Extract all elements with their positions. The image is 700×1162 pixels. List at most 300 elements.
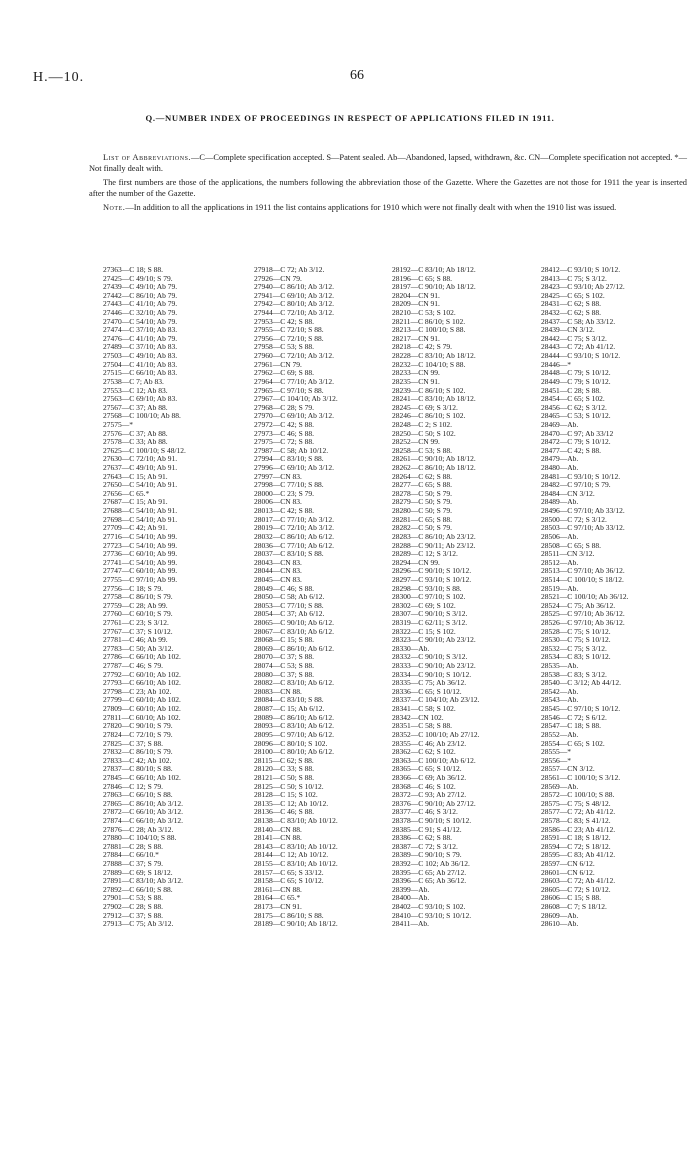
index-entry: 27926—CN 79. bbox=[254, 274, 302, 283]
index-entry: 28322—C 15; S 102. bbox=[392, 627, 456, 636]
section-title: Q.—NUMBER INDEX OF PROCEEDINGS IN RESPECT OF APPLICATIONS FILED IN 1911. bbox=[145, 113, 555, 123]
index-entry: 28511—CN 3/12. bbox=[541, 550, 595, 559]
index-entry: 27901—C 53; S 88. bbox=[103, 894, 164, 903]
index-entry: 28556—* bbox=[541, 756, 571, 765]
index-entry: 27515—C 66/10; Ab 83. bbox=[103, 369, 178, 378]
index-entry: 28100—C 80/10; Ab 6/12. bbox=[254, 748, 335, 757]
index-entry: 28506—Ab. bbox=[541, 532, 579, 541]
index-entry: 27489—C 37/10; Ab 83. bbox=[103, 343, 178, 352]
index-entry: 27504—C 41/10; Ab 83. bbox=[103, 360, 178, 369]
index-entry: 28542—Ab. bbox=[541, 687, 579, 696]
index-entry: 27781—C 46; Ab 99. bbox=[103, 636, 168, 645]
index-entry: 27446—C 32/10; Ab 79. bbox=[103, 309, 178, 318]
index-entry: 28605—C 72; S 10/12. bbox=[541, 885, 611, 894]
index-entry: 27563—C 69/10; Ab 83. bbox=[103, 395, 178, 404]
index-entry: 28400—Ab. bbox=[392, 894, 430, 903]
index-entry: 28601—CN 6/12. bbox=[541, 868, 595, 877]
index-entry: 27716—C 54/10; Ab 99. bbox=[103, 532, 178, 541]
note-paragraph bbox=[89, 202, 687, 213]
index-entry: 28264—C 62; S 88. bbox=[392, 472, 453, 481]
index-entry: 28067—C 83/10; Ab 6/12. bbox=[254, 627, 335, 636]
index-entry: 28595—C 83; Ab 41/12. bbox=[541, 851, 616, 860]
index-entry: 28368—C 46; S 102. bbox=[392, 782, 456, 791]
index-entry: 28545—C 97/10; S 10/12. bbox=[541, 705, 621, 714]
index-entry: 27625—C 100/10; S 48/12. bbox=[103, 446, 186, 455]
index-entry: 27820—C 90/10; S 79. bbox=[103, 722, 173, 731]
index-entry: 28363—C 100/10; Ab 6/12. bbox=[392, 756, 476, 765]
index-entry: 28355—C 46; Ab 23/12. bbox=[392, 739, 467, 748]
index-entry: 28610—Ab. bbox=[541, 920, 579, 929]
index-entry: 27832—C 86/10; S 79. bbox=[103, 748, 173, 757]
index-entry: 27741—C 54/10; Ab 99. bbox=[103, 558, 178, 567]
index-entry: 28578—C 83; S 41/12. bbox=[541, 817, 611, 825]
index-entry: 28095—C 97/10; Ab 6/12. bbox=[254, 730, 335, 739]
index-entry: 27833—C 42; Ab 102. bbox=[103, 756, 172, 765]
index-entry: 28297—C 93/10; S 10/12. bbox=[392, 575, 472, 584]
index-entry: 28538—C 83; S 3/12. bbox=[541, 670, 607, 679]
index-entry: 28513—C 97/10; Ab 36/12. bbox=[541, 567, 625, 576]
index-entry: 28140—CN 88. bbox=[254, 825, 302, 834]
index-entry: 27918—C 72; Ab 3/12. bbox=[254, 266, 325, 274]
index-entry: 27865—C 86/10; Ab 3/12. bbox=[103, 799, 184, 808]
index-entry: 28437—C 58; Ab 33/12. bbox=[541, 317, 616, 326]
index-entry: 28307—C 90/10; S 3/12. bbox=[392, 610, 468, 619]
index-entry: 27538—C 7; Ab 83. bbox=[103, 377, 164, 386]
index-entry: 28606—C 15; S 88. bbox=[541, 894, 602, 903]
index-entry: 28546—C 72; S 6/12. bbox=[541, 713, 607, 722]
index-entry: 27656—C 65.* bbox=[103, 489, 150, 498]
index-entry: 28479—Ab. bbox=[541, 455, 579, 464]
index-entry: 27476—C 41/10; Ab 79. bbox=[103, 334, 178, 343]
index-entry: 28196—C 65; S 88. bbox=[392, 274, 453, 283]
index-entry: 28213—C 100/10; S 88. bbox=[392, 326, 466, 335]
index-entry: 27643—C 15; Ab 91. bbox=[103, 472, 168, 481]
index-entry: 28561—C 100/10; S 3/12. bbox=[541, 773, 621, 782]
index-entry: 27650—C 54/10; Ab 91. bbox=[103, 481, 178, 490]
index-entry: 27881—C 28; S 88. bbox=[103, 842, 164, 851]
index-entry: 28080—C 37; S 88. bbox=[254, 670, 315, 679]
index-entry: 27962—C 69; S 88. bbox=[254, 369, 315, 378]
index-entry: 28246—C 86/10; S 102. bbox=[392, 412, 466, 421]
index-entry: 27892—C 66/10; S 88. bbox=[103, 885, 173, 894]
index-entry: 28524—C 75; Ab 36/12. bbox=[541, 601, 616, 610]
index-entry: 28342—CN 102. bbox=[392, 713, 444, 722]
index-entry: 28278—C 50; S 79. bbox=[392, 489, 453, 498]
index-entry: 28277—C 65; S 88. bbox=[392, 481, 453, 490]
index-entry: 27880—C 104/10; S 88. bbox=[103, 834, 177, 843]
index-entry: 28352—C 100/10; Ab 27/12. bbox=[392, 730, 480, 739]
index-entry: 28070—C 37; S 88. bbox=[254, 653, 315, 662]
index-entry: 28530—C 75; S 10/12. bbox=[541, 636, 611, 645]
index-entry: 28144—C 12; Ab 10/12. bbox=[254, 851, 329, 860]
index-entry: 27965—C 97/10; S 88. bbox=[254, 386, 324, 395]
index-entry: 27944—C 72/10; Ab 3/12. bbox=[254, 309, 335, 318]
index-entry: 28125—C 50; S 10/12. bbox=[254, 782, 324, 791]
index-entry: 28484—CN 3/12. bbox=[541, 489, 595, 498]
index-entry: 28283—C 86/10; Ab 23/12. bbox=[392, 532, 476, 541]
index-entry: 28591—C 18; S 18/12. bbox=[541, 834, 611, 843]
index-entry: 28554—C 65; S 102. bbox=[541, 739, 605, 748]
index-entry: 27688—C 54/10; Ab 91. bbox=[103, 507, 178, 516]
index-entry: 28054—C 37; Ab 6/12. bbox=[254, 610, 325, 619]
index-entry: 27964—C 77/10; Ab 3/12. bbox=[254, 377, 335, 386]
index-entry: 27961—CN 79. bbox=[254, 360, 302, 369]
index-entry: 28575—C 75; S 48/12. bbox=[541, 799, 611, 808]
index-entry: 27811—C 60/10; Ab 102. bbox=[103, 713, 181, 722]
index-entry: 28319—C 62/11; S 3/12. bbox=[392, 618, 468, 627]
index-entry: 28472—C 79; S 10/12. bbox=[541, 438, 611, 447]
index-entry: 28298—C 93/10; S 88. bbox=[392, 584, 462, 593]
index-entry: 27760—C 60/10; S 79. bbox=[103, 610, 173, 619]
index-entry: 27755—C 97/10; Ab 99. bbox=[103, 575, 178, 584]
index-entry: 28037—C 83/10; S 88. bbox=[254, 550, 324, 559]
index-entry: 28084—C 83/10; S 88. bbox=[254, 696, 324, 705]
index-entry: 28115—C 62; S 88. bbox=[254, 756, 314, 765]
note-text: —In addition to all the applications in 1911 the list contains applications for 1910 which were not finally dealt with when the 1910 list was issued. bbox=[125, 203, 617, 212]
index-entry: 28376—C 90/10; Ab 27/12. bbox=[392, 799, 476, 808]
index-entry: 27567—C 37; Ab 88. bbox=[103, 403, 168, 412]
index-entry: 28281—C 65; S 88. bbox=[392, 515, 453, 524]
index-entry: 28232—C 104/10; S 88. bbox=[392, 360, 466, 369]
index-entry: 28586—C 23; Ab 41/12. bbox=[541, 825, 616, 834]
index-entry: 28411—Ab. bbox=[392, 920, 430, 929]
index-entry: 28017—C 77/10; Ab 3/12. bbox=[254, 515, 335, 524]
index-entry: 27953—C 42; S 88. bbox=[254, 317, 315, 326]
index-entry: 28006—CN 83. bbox=[254, 498, 302, 507]
index-entry: 27987—C 58; Ab 10/12. bbox=[254, 446, 329, 455]
index-entry: 28248—C 2; S 102. bbox=[392, 420, 453, 429]
index-entry: 27891—C 83/10; Ab 3/12. bbox=[103, 877, 184, 886]
index-entry: 28528—C 75; S 10/12. bbox=[541, 627, 611, 636]
index-column-2 bbox=[254, 266, 414, 929]
index-entry: 28239—C 86/10; S 102. bbox=[392, 386, 466, 395]
index-entry: 28053—C 77/10; S 88. bbox=[254, 601, 324, 610]
index-entry: 28289—C 12; S 3/12. bbox=[392, 550, 458, 559]
index-entry: 28252—CN 99. bbox=[392, 438, 440, 447]
index-entry: 27637—C 49/10; Ab 91. bbox=[103, 464, 178, 473]
index-entry: 28532—C 75; S 3/12. bbox=[541, 644, 607, 653]
index-entry: 27578—C 33; Ab 88. bbox=[103, 438, 168, 447]
index-entry: 28161—CN 88. bbox=[254, 885, 302, 894]
index-entry: 28609—Ab. bbox=[541, 911, 579, 920]
index-entry: 27940—C 86/10; Ab 3/12. bbox=[254, 283, 335, 292]
index-entry: 27942—C 80/10; Ab 3/12. bbox=[254, 300, 335, 309]
index-entry: 28045—CN 83. bbox=[254, 575, 302, 584]
index-entry: 27960—C 72/10; Ab 3/12. bbox=[254, 352, 335, 361]
index-entry: 28395—C 65; Ab 27/12. bbox=[392, 868, 467, 877]
index-entry: 27997—CN 83. bbox=[254, 472, 302, 481]
index-entry: 27787—C 46; S 79. bbox=[103, 662, 164, 671]
index-entry: 27503—C 49/10; Ab 83. bbox=[103, 352, 178, 361]
index-entry: 28282—C 50; S 79. bbox=[392, 524, 453, 533]
index-entry: 28465—C 53; S 10/12. bbox=[541, 412, 611, 421]
index-entry: 28392—C 102; Ab 36/12. bbox=[392, 860, 470, 869]
index-entry: 27968—C 28; S 79. bbox=[254, 403, 315, 412]
index-entry: 27767—C 37; S 10/12. bbox=[103, 627, 173, 636]
index-entry: 27973—C 46; S 88. bbox=[254, 429, 315, 438]
index-entry: 28521—C 100/10; Ab 36/12. bbox=[541, 593, 629, 602]
index-entry: 28337—C 104/10; Ab 23/12. bbox=[392, 696, 480, 705]
index-entry: 27474—C 37/10; Ab 83. bbox=[103, 326, 178, 335]
index-entry: 28121—C 50; S 88. bbox=[254, 773, 315, 782]
index-entry: 28446—* bbox=[541, 360, 571, 369]
index-entry: 28543—Ab. bbox=[541, 696, 579, 705]
index-entry: 27443—C 41/10; Ab 79. bbox=[103, 300, 178, 309]
index-entry: 28603—C 72; Ab 41/12. bbox=[541, 877, 616, 886]
index-entry: 28210—C 53; S 102. bbox=[392, 309, 456, 318]
index-entry: 27439—C 49/10; Ab 79. bbox=[103, 283, 178, 292]
index-entry: 28480—Ab. bbox=[541, 464, 579, 473]
index-entry: 27996—C 69/10; Ab 3/12. bbox=[254, 464, 335, 473]
index-entry: 27747—C 60/10; Ab 99. bbox=[103, 567, 178, 576]
index-entry: 28443—C 72; Ab 41/12. bbox=[541, 343, 616, 352]
index-entry: 28294—CN 99. bbox=[392, 558, 440, 567]
index-entry: 28378—C 90/10; S 10/12. bbox=[392, 817, 472, 825]
index-entry: 28288—C 90/11; Ab 23/12. bbox=[392, 541, 476, 550]
index-entry: 28482—C 97/10; S 79. bbox=[541, 481, 611, 490]
index-entry: 28083—CN 88. bbox=[254, 687, 302, 696]
index-entry: 28514—C 100/10; S 18/12. bbox=[541, 575, 624, 584]
index-entry: 27874—C 66/10; Ab 3/12. bbox=[103, 817, 184, 825]
index-entry: 28330—Ab. bbox=[392, 644, 430, 653]
index-entry: 27975—C 72; S 88. bbox=[254, 438, 315, 447]
index-entry: 28508—C 65; S 88. bbox=[541, 541, 602, 550]
page-id: H.—10. bbox=[33, 70, 85, 85]
index-entry: 28512—Ab. bbox=[541, 558, 579, 567]
index-entry: 28333—C 90/10; Ab 23/12. bbox=[392, 662, 476, 671]
index-entry: 28503—C 97/10; Ab 33/12. bbox=[541, 524, 625, 533]
index-entry: 28469—Ab. bbox=[541, 420, 579, 429]
index-entry: 28413—C 75; S 3/12. bbox=[541, 274, 607, 283]
index-entry: 28525—C 97/10; Ab 36/12. bbox=[541, 610, 625, 619]
index-entry: 27553—C 12; Ab 83. bbox=[103, 386, 168, 395]
index-entry: 27972—C 42; S 88. bbox=[254, 420, 315, 429]
index-entry: 27967—C 104/10; Ab 3/12. bbox=[254, 395, 338, 404]
index-entry: 27575—* bbox=[103, 420, 133, 429]
index-entry: 28351—C 58; S 88. bbox=[392, 722, 453, 731]
index-entry: 27956—C 72/10; S 88. bbox=[254, 334, 324, 343]
index-entry: 28432—C 62; S 88. bbox=[541, 309, 602, 318]
index-entry: 27888—C 37; S 79. bbox=[103, 860, 164, 869]
index-entry: 28164—C 65.* bbox=[254, 894, 301, 903]
index-entry: 27876—C 28; Ab 3/12. bbox=[103, 825, 174, 834]
index-entry: 28262—C 86/10; Ab 18/12. bbox=[392, 464, 476, 473]
index-entry: 28250—C 50; S 102. bbox=[392, 429, 456, 438]
index-entry: 27912—C 37; S 88. bbox=[103, 911, 164, 920]
index-entry: 27759—C 28; Ab 99. bbox=[103, 601, 168, 610]
index-entry: 28074—C 53; S 88. bbox=[254, 662, 315, 671]
index-entry: 28217—CN 91. bbox=[392, 334, 440, 343]
index-entry: 28423—C 93/10; Ab 27/12. bbox=[541, 283, 625, 292]
index-entry: 28019—C 72/10; Ab 3/12. bbox=[254, 524, 335, 533]
index-entry: 28557—CN 3/12. bbox=[541, 765, 595, 774]
index-entry: 28366—C 69; Ab 36/12. bbox=[392, 773, 467, 782]
index-entry: 28013—C 42; S 88. bbox=[254, 507, 315, 516]
index-entry: 28245—C 69; S 3/12. bbox=[392, 403, 458, 412]
index-entry: 28496—C 97/10; Ab 33/12. bbox=[541, 507, 625, 516]
index-entry: 27425—C 49/10; S 79. bbox=[103, 274, 173, 283]
index-entry: 28552—Ab. bbox=[541, 730, 579, 739]
index-entry: 28082—C 83/10; Ab 6/12. bbox=[254, 679, 335, 688]
index-entry: 28334—C 90/10; S 10/12. bbox=[392, 670, 472, 679]
index-entry: 27958—C 53; S 88. bbox=[254, 343, 315, 352]
index-entry: 28032—C 86/10; Ab 6/12. bbox=[254, 532, 335, 541]
index-entry: 28389—C 90/10; S 79. bbox=[392, 851, 462, 860]
index-entry: 28341—C 58; S 102. bbox=[392, 705, 456, 714]
index-entry: 28535—Ab. bbox=[541, 662, 579, 671]
index-entry: 27998—C 77/10; S 88. bbox=[254, 481, 324, 490]
index-entry: 27809—C 60/10; Ab 102. bbox=[103, 705, 181, 714]
index-entry: 28296—C 90/10; S 10/12. bbox=[392, 567, 472, 576]
index-entry: 28175—C 86/10; S 88. bbox=[254, 911, 324, 920]
index-entry: 28332—C 90/10; S 3/12. bbox=[392, 653, 468, 662]
index-entry: 27576—C 37; Ab 88. bbox=[103, 429, 168, 438]
index-entry: 28540—C 3/12; Ab 44/12. bbox=[541, 679, 622, 688]
index-entry: 28087—C 15; Ab 6/12. bbox=[254, 705, 325, 714]
index-entry: 28093—C 83/10; Ab 6/12. bbox=[254, 722, 335, 731]
index-entry: 28402—C 93/10; S 102. bbox=[392, 903, 466, 912]
abbreviations-paragraph bbox=[89, 152, 687, 174]
index-entry: 28044—CN 83. bbox=[254, 567, 302, 576]
index-entry: 27783—C 50; Ab 3/12. bbox=[103, 644, 174, 653]
index-entry: 27799—C 60/10; Ab 102. bbox=[103, 696, 181, 705]
index-entry: 27792—C 60/10; Ab 102. bbox=[103, 670, 181, 679]
index-entry: 28258—C 53; S 88. bbox=[392, 446, 453, 455]
index-entry: 28143—C 83/10; Ab 10/12. bbox=[254, 842, 338, 851]
index-entry: 28135—C 12; Ab 10/12. bbox=[254, 799, 329, 808]
index-entry: 27709—C 42; Ab 91. bbox=[103, 524, 168, 533]
index-entry: 28451—C 28; S 88. bbox=[541, 386, 602, 395]
index-entry: 27793—C 66/10; Ab 102. bbox=[103, 679, 181, 688]
index-entry: 27889—C 69; S 18/12. bbox=[103, 868, 173, 877]
index-entry: 27761—C 23; S 3/12. bbox=[103, 618, 169, 627]
index-entry: 28173—CN 91. bbox=[254, 903, 302, 912]
index-entry: 28594—C 72; S 18/12. bbox=[541, 842, 611, 851]
index-entry: 27902—C 28; S 88. bbox=[103, 903, 164, 912]
index-entry: 28534—C 83; S 10/12. bbox=[541, 653, 611, 662]
index-entry: 28192—C 83/10; Ab 18/12. bbox=[392, 266, 476, 274]
index-entry: 27756—C 18; S 79. bbox=[103, 584, 164, 593]
index-entry: 28218—C 42; S 79. bbox=[392, 343, 453, 352]
index-entry: 28128—C 15; S 102. bbox=[254, 791, 318, 800]
index-entry: 28280—C 50; S 79. bbox=[392, 507, 453, 516]
page-number: 66 bbox=[350, 68, 364, 83]
index-entry: 27758—C 86/10; S 79. bbox=[103, 593, 173, 602]
index-entry: 28204—CN 91. bbox=[392, 291, 440, 300]
index-entry: 27825—C 37; S 88. bbox=[103, 739, 164, 748]
index-entry: 28547—C 18; S 88. bbox=[541, 722, 602, 731]
index-entry: 28300—C 97/10; S 102. bbox=[392, 593, 466, 602]
index-entry: 28597—CN 6/12. bbox=[541, 860, 595, 869]
index-entry: 28000—C 23; S 79. bbox=[254, 489, 315, 498]
index-entry: 28211—C 86/10; S 102. bbox=[392, 317, 466, 326]
index-entry: 27723—C 54/10; Ab 99. bbox=[103, 541, 178, 550]
index-entry: 28049—C 46; S 88. bbox=[254, 584, 315, 593]
index-entry: 27837—C 80/10; S 88. bbox=[103, 765, 173, 774]
index-entry: 27630—C 72/10; Ab 91. bbox=[103, 455, 178, 464]
abbreviations-text: —C—Complete specification accepted. S—Patent sealed. Ab—Abandoned, lapsed, withdrawn, &c. CN—Complete specification not accepted. *—Not finally dealt with. bbox=[89, 153, 687, 173]
index-entry: 28425—C 65; S 102. bbox=[541, 291, 605, 300]
index-entry: 28233—CN 99. bbox=[392, 369, 440, 378]
index-entry: 28526—C 97/10; Ab 36/12. bbox=[541, 618, 625, 627]
index-entry: 28050—C 58; Ab 6/12. bbox=[254, 593, 325, 602]
index-column-4 bbox=[541, 266, 700, 929]
index-entry: 28448—C 79; S 10/12. bbox=[541, 369, 611, 378]
index-entry: 28377—C 46; S 3/12. bbox=[392, 808, 458, 817]
index-entry: 28412—C 93/10; S 10/12. bbox=[541, 266, 621, 274]
index-entry: 28387—C 72; S 3/12. bbox=[392, 842, 458, 851]
index-entry: 28279—C 50; S 79. bbox=[392, 498, 453, 507]
index-entry: 28120—C 33; S 88. bbox=[254, 765, 315, 774]
index-entry: 27863—C 66/10; S 88. bbox=[103, 791, 173, 800]
index-entry: 28158—C 65; S 10/12. bbox=[254, 877, 324, 886]
index-entry: 28157—C 65; S 33/12. bbox=[254, 868, 324, 877]
index-entry: 27786—C 66/10; Ab 102. bbox=[103, 653, 181, 662]
index-entry: 27736—C 60/10; Ab 99. bbox=[103, 550, 178, 559]
index-entry: 28399—Ab. bbox=[392, 885, 430, 894]
index-entry: 28555—* bbox=[541, 748, 571, 757]
index-entry: 28335—C 75; Ab 36/12. bbox=[392, 679, 467, 688]
index-entry: 28065—C 90/10; Ab 6/12. bbox=[254, 618, 335, 627]
index-column-1 bbox=[103, 266, 263, 929]
index-entry: 28444—C 93/10; S 10/12. bbox=[541, 352, 621, 361]
index-entry: 28477—C 42; S 88. bbox=[541, 446, 602, 455]
index-entry: 27845—C 66/10; Ab 102. bbox=[103, 773, 181, 782]
index-entry: 27884—C 66/10.* bbox=[103, 851, 159, 860]
index-entry: 28209—CN 91. bbox=[392, 300, 440, 309]
index-entry: 28068—C 15; S 88. bbox=[254, 636, 315, 645]
index-entry: 27872—C 66/10; Ab 3/12. bbox=[103, 808, 184, 817]
index-entry: 28261—C 90/10; Ab 18/12. bbox=[392, 455, 476, 464]
index-entry: 27941—C 69/10; Ab 3/12. bbox=[254, 291, 335, 300]
index-entry: 27846—C 12; S 79. bbox=[103, 782, 164, 791]
note-label: Note. bbox=[103, 203, 126, 212]
index-entry: 28069—C 86/10; Ab 6/12. bbox=[254, 644, 335, 653]
index-entry: 28470—C 97; Ab 33/12 bbox=[541, 429, 614, 438]
index-entry: 28141—CN 88. bbox=[254, 834, 302, 843]
abbreviations-label: List of Abbreviations. bbox=[103, 153, 192, 162]
index-entry: 28454—C 65; S 102. bbox=[541, 395, 605, 404]
index-entry: 28155—C 83/10; Ab 10/12. bbox=[254, 860, 338, 869]
index-entry: 28386—C 62; S 88. bbox=[392, 834, 453, 843]
index-entry: 28235—CN 91. bbox=[392, 377, 440, 386]
intro-block bbox=[89, 152, 687, 216]
index-entry: 28302—C 69; S 102. bbox=[392, 601, 456, 610]
index-entry: 28519—Ab. bbox=[541, 584, 579, 593]
index-entry: 28396—C 65; Ab 36/12. bbox=[392, 877, 467, 886]
index-entry: 28323—C 90/10; Ab 23/12. bbox=[392, 636, 476, 645]
index-entry: 28189—C 90/10; Ab 18/12. bbox=[254, 920, 338, 929]
gazette-paragraph: The first numbers are those of the applications, the numbers following the abbreviation those of the Gazette. Where the Gazettes are not those for 1911 the year is inserted after the number of the Gazette. bbox=[89, 178, 687, 198]
index-entry: 28608—C 7; S 18/12. bbox=[541, 903, 607, 912]
index-entry: 27970—C 69/10; Ab 3/12. bbox=[254, 412, 335, 421]
index-entry: 27913—C 75; Ab 3/12. bbox=[103, 920, 174, 929]
index-entry: 28489—Ab. bbox=[541, 498, 579, 507]
index-entry: 28481—C 93/10; S 10/12. bbox=[541, 472, 621, 481]
index-entry: 28138—C 83/10; Ab 10/12. bbox=[254, 817, 338, 825]
index-entry: 28439—CN 3/12. bbox=[541, 326, 595, 335]
index-entry: 27824—C 72/10; S 79. bbox=[103, 730, 173, 739]
index-entry: 27955—C 72/10; S 88. bbox=[254, 326, 324, 335]
index-entry: 28431—C 62; S 88. bbox=[541, 300, 602, 309]
index-entry: 28410—C 93/10; S 10/12. bbox=[392, 911, 472, 920]
index-entry: 27568—C 100/10; Ab 88. bbox=[103, 412, 181, 421]
index-entry: 28136—C 46; S 88. bbox=[254, 808, 315, 817]
index-entry: 27470—C 54/10; Ab 79. bbox=[103, 317, 178, 326]
index-entry: 28089—C 86/10; Ab 6/12. bbox=[254, 713, 335, 722]
index-entry: 28241—C 83/10; Ab 18/12. bbox=[392, 395, 476, 404]
index-entry: 28228—C 83/10; Ab 18/12. bbox=[392, 352, 476, 361]
